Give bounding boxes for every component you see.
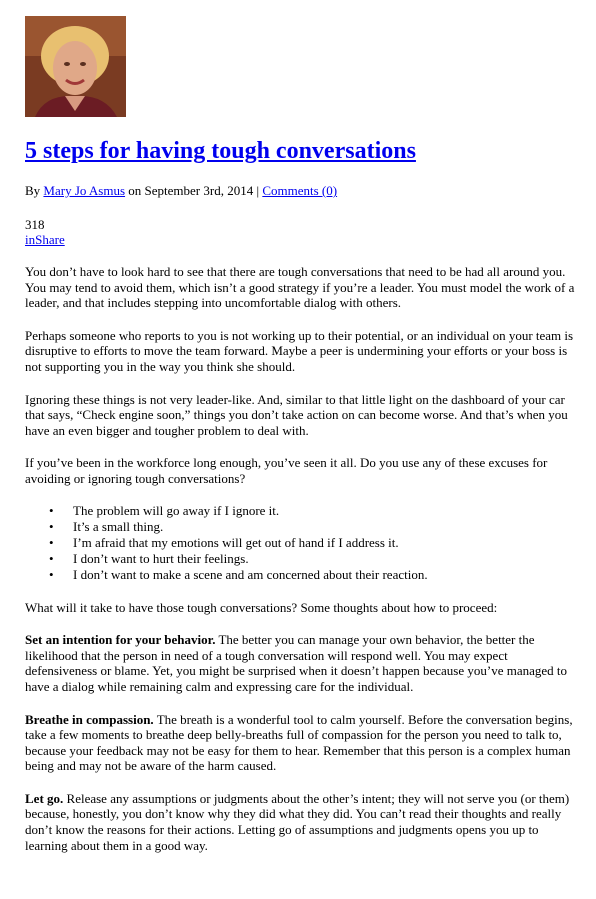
comments-link[interactable]: Comments (0) — [262, 183, 338, 198]
list-item-text: It’s a small thing. — [73, 518, 164, 534]
byline-date: on September 3rd, 2014 | — [128, 183, 260, 198]
list-item-text: I don’t want to hurt their feelings. — [73, 550, 249, 566]
article — [25, 16, 580, 853]
author-link[interactable]: Mary Jo Asmus — [43, 183, 126, 198]
article-title — [25, 137, 580, 165]
step-heading: Breathe in compassion. — [25, 711, 154, 727]
bullet-icon: • — [49, 502, 54, 518]
byline-prefix: By — [25, 183, 41, 198]
step-paragraph — [25, 632, 580, 694]
step-paragraph — [25, 791, 580, 853]
list-item — [25, 567, 580, 583]
list-item — [25, 503, 580, 519]
byline — [25, 183, 580, 199]
paragraph: You don’t have to look hard to see that there are tough conversations that need to be had all around you. You may tend to avoid them, which isn’t a good strategy if you’re a leader. You must model the work of a leader, and that includes stepping into uncomfortable dialog with others. — [25, 264, 575, 311]
share-count: 318 — [25, 217, 45, 232]
paragraph: Ignoring these things is not very leader-like. And, similar to that little light on the dashboard of your car that says, “Check engine soon,” things you don’t take action on can become worse. And that’s when you have an even bigger and tougher problem to deal with. — [25, 391, 568, 438]
step-paragraph — [25, 712, 580, 774]
article-title-link[interactable]: 5 steps for having tough conversations — [25, 138, 416, 164]
step-text: The better you can manage your own behavior, the better the likelihood that the person in need of a tough conversation will respond well. You may expect defensiveness or blame. Yet, you might be surprised when it doesn’t happen because you’ve managed to have a dialog while remaining calm and expressing care for the individual. — [25, 632, 568, 694]
step-text: Release any assumptions or judgments about the other’s intent; they will not serve you (or them) because, honestly, you don’t know why they did what they did. You can’t read their thoughts and really don’t know the reasons for their actions. Letting go of assumptions and judgments opens you up to learning about them in a good way. — [25, 790, 570, 853]
transition-paragraph: What will it take to have those tough conversations? Some thoughts about how to proceed: — [25, 599, 498, 615]
bullet-icon: • — [49, 566, 54, 582]
bullet-icon: • — [49, 518, 54, 534]
author-photo-image — [25, 16, 126, 117]
list-item-text: The problem will go away if I ignore it. — [73, 502, 280, 518]
step-text: The breath is a wonderful tool to calm yourself. Before the conversation begins, take a few moments to breathe deep belly-breaths full of compassion for the person you need to talk to, because your feedback may not be easy for them to hear. Remember that this person is a complex human being and may not be aware of the harm caused. — [25, 711, 573, 774]
list-item-text: I don’t want to make a scene and am concerned about their reaction. — [73, 566, 428, 582]
excuses-list — [25, 503, 580, 583]
list-item — [25, 551, 580, 567]
list-item-text: I’m afraid that my emotions will get out of hand if I address it. — [73, 534, 399, 550]
author-photo — [25, 16, 126, 117]
bullet-icon: • — [49, 550, 54, 566]
share-widget — [25, 217, 580, 247]
list-item — [25, 519, 580, 535]
paragraph: If you’ve been in the workforce long enough, you’ve seen it all. Do you use any of these excuses for avoiding or ignoring tough conversations? — [25, 455, 548, 486]
inshare-link[interactable]: inShare — [25, 232, 65, 247]
paragraph: Perhaps someone who reports to you is not working up to their potential, or an individual on your team is disruptive to efforts to move the team forward. Maybe a peer is undermining your efforts or your boss is not supporting you in the way you think she should. — [25, 327, 574, 374]
step-heading: Set an intention for your behavior. — [25, 632, 216, 648]
list-item — [25, 535, 580, 551]
step-heading: Let go. — [25, 790, 64, 806]
bullet-icon: • — [49, 534, 54, 550]
